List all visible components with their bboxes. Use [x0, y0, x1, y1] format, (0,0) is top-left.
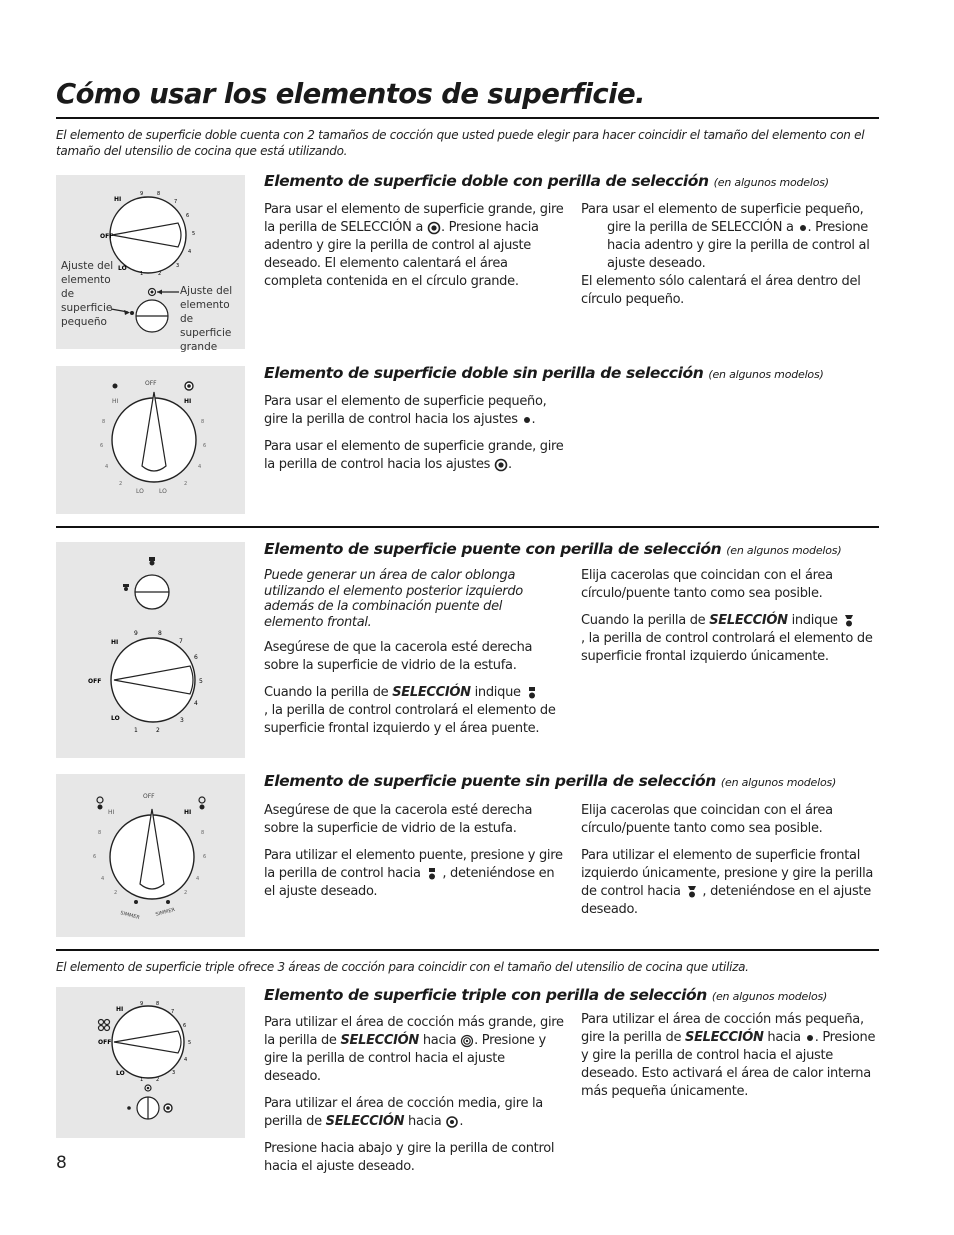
simmer-label-right: SIMMER: [154, 906, 176, 918]
svg-text:7: 7: [174, 199, 178, 205]
svg-text:HI: HI: [184, 809, 192, 816]
triple-knob-diagram: [56, 987, 245, 1138]
simmer-label-left: SIMMER: [119, 910, 141, 922]
svg-text:4: 4: [188, 249, 192, 255]
svg-text:8: 8: [102, 419, 106, 425]
bridge-without-selector-right-text: Elija cacerolas que coincidan con el área círculo/puente tanto como sea posible. Para utilizar el elemento de superficie frontal izquierdo únicamente, presione y gire la perilla de control hacia , deteniéndose en el ajuste deseado.: [581, 803, 874, 917]
bridge-without-selector-left-text: Asegúrese de que la cacerola esté derecha sobre la superficie de vidrio de la estufa. Para utilizar el elemento puente, presione y gire la perilla de control hacia , deteniéndose en el ajuste deseado.: [264, 803, 563, 899]
heading-triple-with-selector: Elemento de superficie triple con perilla de selección (en algunos modelos): [264, 986, 828, 1004]
bridge-icon: [425, 867, 439, 881]
heading-dual-without-selector: Elemento de superficie doble sin perilla de selección (en algunos modelos): [264, 364, 824, 382]
svg-text:2: 2: [119, 481, 123, 487]
svg-text:9: 9: [140, 1001, 144, 1007]
svg-text:2: 2: [158, 271, 162, 277]
svg-text:4: 4: [105, 464, 109, 470]
svg-text:9: 9: [134, 630, 138, 637]
svg-text:4: 4: [196, 876, 200, 882]
section-rule-2: [56, 949, 879, 951]
section-rule-1: [56, 526, 879, 528]
svg-text:LO: LO: [111, 715, 120, 722]
svg-text:8: 8: [98, 830, 102, 836]
heading-bridge-with-selector: Elemento de superficie puente con perilla de selección (en algunos modelos): [264, 540, 842, 558]
svg-text:2: 2: [184, 481, 188, 487]
svg-text:HI: HI: [108, 809, 115, 816]
svg-text:OFF: OFF: [143, 793, 155, 800]
intro-triple: El elemento de superficie triple ofrece 3 áreas de cocción para coincidir con el tamaño del utensilio de cocina que utiliza.: [56, 960, 749, 974]
heading-bridge-without-selector: Elemento de superficie puente sin perilla de selección (en algunos modelos): [264, 772, 837, 790]
front-element-icon-left: [123, 584, 129, 591]
svg-text:9: 9: [140, 191, 144, 197]
bridge-with-selector-right-text: Elija cacerolas que coincidan con el área círculo/puente tanto como sea posible. Cuando la perilla de SELECCIÓN indique , la perilla de control controlará el elemento de superficie frontal izquierdo únicamente.: [581, 568, 873, 664]
svg-text:1: 1: [140, 271, 144, 277]
small-element-icon: [805, 1033, 815, 1043]
svg-text:HI: HI: [184, 398, 192, 405]
svg-text:2: 2: [156, 727, 160, 734]
svg-text:6: 6: [203, 854, 207, 860]
bridge-with-selector-left-text: Puede generar un área de calor oblonga utilizando el elemento posterior izquierdo además de la combinación puente del elemento frontal. Asegúrese de que la cacerola esté derecha sobre la superficie de vidrio de la estufa. Cuando la perilla de SELECCIÓN indique , la perilla de control controlará el elemento de superficie frontal izquierdo y el área puente.: [264, 568, 556, 736]
svg-text:6: 6: [186, 213, 190, 219]
dual-with-selector-right-text: Para usar el elemento de superficie pequeño, gire la perilla de SELECCIÓN a . Presione hacia adentro y gire la perilla de control al ajuste deseado. El elemento sólo calentará el área dentro del círculo pequeño.: [581, 202, 870, 307]
svg-text:5: 5: [192, 231, 196, 237]
bridge-icon-top: [149, 557, 155, 566]
triple-knob-with-selector-illustration: [56, 987, 245, 1138]
intro-dual: El elemento de superficie doble cuenta con 2 tamaños de cocción que usted puede elegir para hacer coincidir el tamaño del elemento con el tamaño del utensilio de cocina que está utilizando.: [56, 128, 865, 158]
off-label: OFF: [100, 233, 114, 240]
title-rule: [56, 117, 879, 119]
svg-text:HI: HI: [116, 1006, 124, 1013]
dual-knob-without-selector-illustration: [56, 366, 245, 514]
small-element-icon: [113, 384, 118, 389]
dual-knob-diagram-2: [56, 366, 245, 514]
svg-text:2: 2: [156, 1077, 160, 1083]
lo-label: LO: [118, 265, 127, 272]
svg-text:4: 4: [194, 700, 198, 707]
svg-text:6: 6: [93, 854, 97, 860]
bridge-icon: [525, 686, 539, 700]
page-title: Cómo usar los elementos de superficie.: [56, 78, 645, 110]
svg-text:1: 1: [134, 727, 138, 734]
svg-text:8: 8: [201, 419, 205, 425]
svg-text:3: 3: [180, 717, 184, 724]
svg-text:8: 8: [156, 1001, 160, 1007]
svg-text:4: 4: [198, 464, 202, 470]
bridge-knob-without-selector-illustration: [56, 774, 245, 937]
small-element-icon: [130, 311, 134, 315]
bridge-knob-diagram-2: [56, 774, 245, 937]
svg-text:OFF: OFF: [98, 1039, 112, 1046]
triple-with-selector-right-text: Para utilizar el área de cocción más pequeña, gire la perilla de SELECCIÓN hacia . Presione y gire la perilla de control hacia el ajuste deseado. Esto activará el área de calor interna más pequeña únicamente.: [581, 1012, 876, 1099]
bridge-knob-with-selector-illustration: [56, 542, 245, 758]
svg-text:5: 5: [188, 1040, 192, 1046]
svg-text:8: 8: [201, 830, 205, 836]
label-large-element: Ajuste del elemento de superficie grande: [180, 285, 233, 353]
svg-text:OFF: OFF: [88, 678, 102, 685]
dual-with-selector-left-text: Para usar el elemento de superficie grande, gire la perilla de SELECCIÓN a . Presione hacia adentro y gire la perilla de control al ajuste deseado. El elemento calentará el área completa contenida en el círculo grande.: [264, 202, 564, 289]
lo-label: LO: [136, 488, 144, 495]
large-element-icon: [460, 1034, 474, 1048]
bridge-knob-diagram: [56, 542, 245, 758]
front-element-icon: [842, 614, 856, 628]
bridge-icon-left: [97, 797, 103, 810]
small-element-icon: [798, 223, 808, 233]
triple-with-selector-left-text: Para utilizar el área de cocción más grande, gire la perilla de SELECCIÓN hacia . Presione y gire la perilla de control hacia el ajuste deseado. Para utilizar el área de cocción media, gire la perilla de SELECCIÓN hacia . Presione hacia abajo y gire la perilla de control hacia el ajuste deseado.: [264, 1015, 564, 1174]
svg-text:4: 4: [101, 876, 105, 882]
label-small-element: Ajuste del elemento de superficie pequeño: [61, 260, 114, 328]
svg-text:HI: HI: [112, 398, 119, 405]
svg-text:5: 5: [199, 678, 203, 685]
small-element-icon: [127, 1106, 131, 1110]
triple-element-icon-top: [99, 1020, 110, 1031]
svg-text:7: 7: [179, 638, 183, 645]
svg-text:HI: HI: [111, 639, 119, 646]
svg-text:1: 1: [140, 1077, 144, 1083]
large-element-icon: [427, 221, 441, 235]
svg-text:LO: LO: [116, 1070, 125, 1077]
svg-text:7: 7: [171, 1009, 175, 1015]
large-element-icon: [494, 458, 508, 472]
off-label: OFF: [145, 380, 157, 387]
svg-text:6: 6: [203, 443, 207, 449]
front-element-icon: [685, 885, 699, 899]
svg-text:6: 6: [194, 654, 198, 661]
svg-text:6: 6: [183, 1023, 187, 1029]
svg-text:6: 6: [100, 443, 104, 449]
svg-text:8: 8: [158, 630, 162, 637]
svg-text:3: 3: [172, 1070, 176, 1076]
svg-text:2: 2: [184, 890, 188, 896]
hi-label: HI: [114, 196, 122, 203]
page-number: 8: [56, 1153, 67, 1173]
svg-text:8: 8: [157, 191, 161, 197]
svg-text:2: 2: [114, 890, 118, 896]
svg-text:LO: LO: [159, 488, 167, 495]
small-element-icon: [522, 415, 532, 425]
heading-dual-with-selector: Elemento de superficie doble con perilla de selección (en algunos modelos): [264, 172, 829, 190]
svg-text:3: 3: [176, 263, 180, 269]
svg-text:4: 4: [184, 1057, 188, 1063]
bridge-icon-right: [199, 797, 205, 810]
medium-element-icon: [445, 1115, 459, 1129]
dual-without-selector-text: Para usar el elemento de superficie pequeño, gire la perilla de control hacia los ajustes . Para usar el elemento de superficie grande, gire la perilla de control hacia los ajustes .: [264, 394, 564, 472]
